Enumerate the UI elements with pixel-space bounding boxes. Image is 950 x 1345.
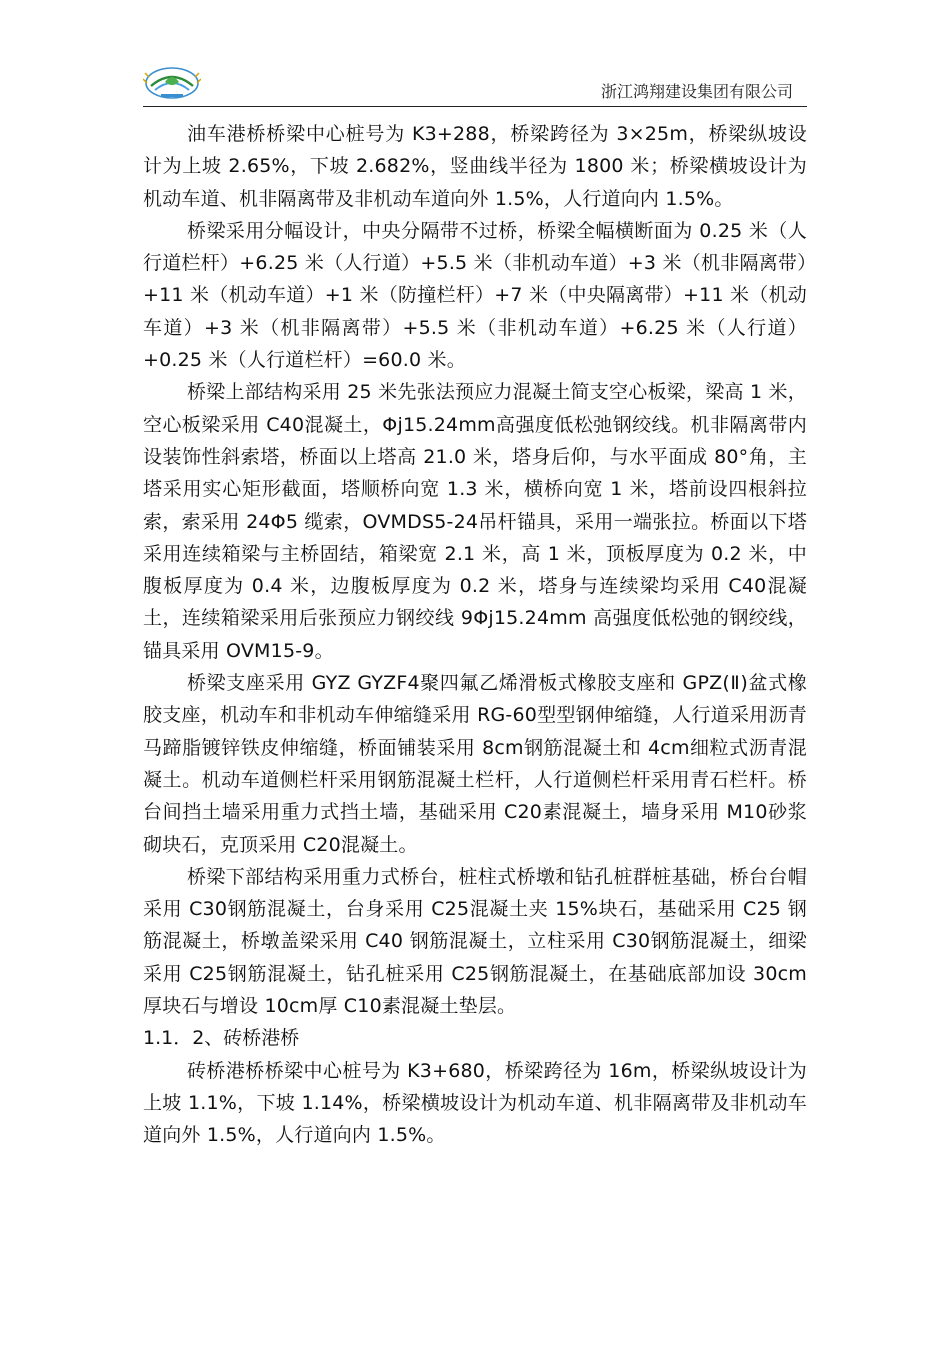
company-name: 浙江鸿翔建设集团有限公司 (600, 82, 793, 101)
paragraph-cross-section: 桥梁采用分幅设计，中央分隔带不过桥，桥梁全幅横断面为 0.25 米（人行道栏杆）+6.25 米（人行道）+5.5 米（非机动车道）+3 米（机非隔离带）+11 米（机动车道）+1 米（防撞栏杆）+7 米（中央隔离带）+11 米（机动车道）+3 米（机非隔离带）+5.5 米（非机动车道）+6.25 米（人行道）+0.25 米（人行道栏杆）=60.0 米。 (143, 219, 807, 372)
company-logo-icon (143, 64, 201, 102)
document-body (143, 118, 807, 1152)
paragraph-substructure: 桥梁下部结构采用重力式桥台，桩柱式桥墩和钻孔桩群桩基础，桥台台帽采用 C30钢筋混凝土，台身采用 C25混凝土夹 15%块石，基础采用 C25 钢筋混凝土，桥墩盖梁采用 C40 钢筋混凝土，立柱采用 C30钢筋混凝土，细梁采用 C25钢筋混凝土，钻孔桩采用 C25钢筋混凝土，在基础底部加设 30cm厚块石与增设 10cm厚 C10素混凝土垫层。 (143, 865, 807, 1018)
page-header (143, 62, 807, 107)
paragraph-superstructure: 桥梁上部结构采用 25 米先张法预应力混凝土简支空心板梁，梁高 1 米，空心板梁采用 C40混凝土，Φj15.24mm高强度低松弛钢绞线。机非隔离带内设装饰性斜索塔，桥面以上塔高 21.0 米，塔身后仰，与水平面成 80°角，主塔采用实心矩形截面，塔顺桥向宽 1.3 米，横桥向宽 1 米，塔前设四根斜拉索，索采用 24Φ5 缆索，OVMDS5-24吊杆锚具，采用一端张拉。桥面以下塔采用连续箱梁与主桥固结，箱梁宽 2.1 米，高 1 米，顶板厚度为 0.2 米，中腹板厚度为 0.4 米，边腹板厚度为 0.2 米，塔身与连续梁均采用 C40混凝土，连续箱梁采用后张预应力钢绞线 9Φj15.24mm 高强度低松弛的钢绞线，锚具采用 OVM15-9。 (143, 381, 807, 662)
paragraph-youchegang-overview: 油车港桥桥梁中心桩号为 K3+288，桥梁跨径为 3×25m，桥梁纵坡设计为上坡 2.65%，下坡 2.682%，竖曲线半径为 1800 米；桥梁横坡设计为机动车道、机非隔离带及非机动车道向外 1.5%，人行道向内 1.5%。 (143, 123, 807, 210)
paragraph-zhuanqiaogang-overview: 砖桥港桥桥梁中心桩号为 K3+680，桥梁跨径为 16m，桥梁纵坡设计为上坡 1.1%，下坡 1.14%，桥梁横坡设计为机动车道、机非隔离带及非机动车道向外 1.5%，人行道向内 1.5%。 (143, 1059, 807, 1147)
paragraph-bearings: 桥梁支座采用 GYZ GYZF4聚四氟乙烯滑板式橡胶支座和 GPZ(Ⅱ)盆式橡胶支座，机动车和非机动车伸缩缝采用 RG-60型型钢伸缩缝，人行道采用沥青马蹄脂镀锌铁皮伸缩缝，桥面铺装采用 8cm钢筋混凝土和 4cm细粒式沥青混凝土。机动车道侧栏杆采用钢筋混凝土栏杆，人行道侧栏杆采用青石栏杆。桥台间挡土墙采用重力式挡土墙，基础采用 C20素混凝土，墙身采用 M10砂浆砌块石，克顶采用 C20混凝土。 (143, 672, 807, 856)
section-heading: 1.1．2、砖桥港桥 (143, 1027, 300, 1050)
